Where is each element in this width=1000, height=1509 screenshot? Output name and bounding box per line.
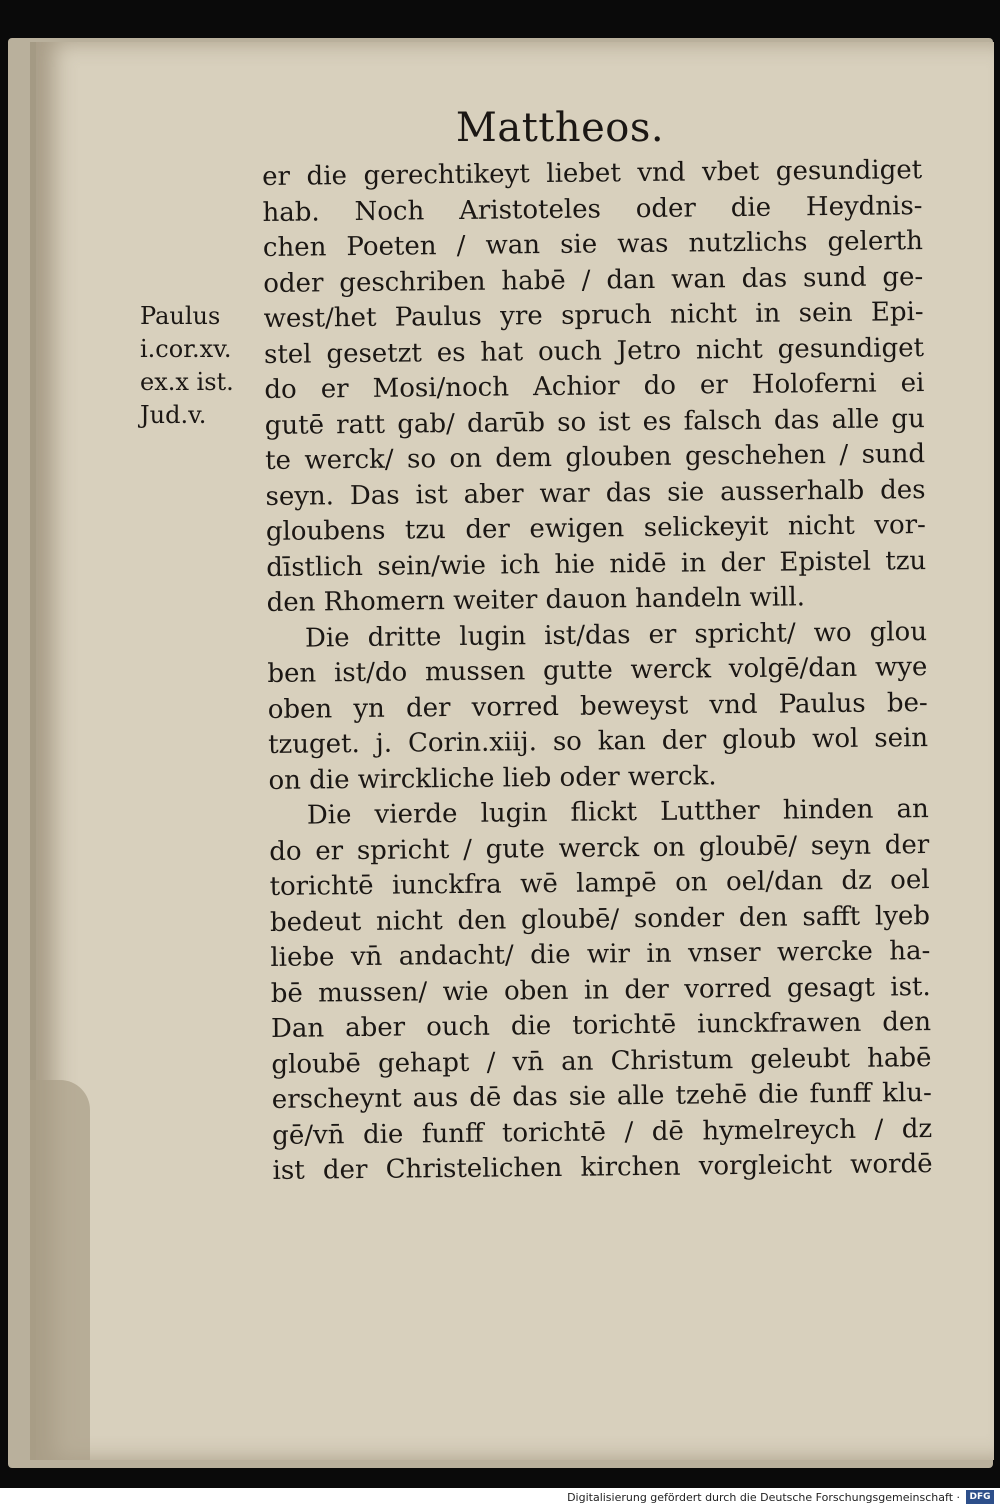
- text-line: do er Mosi/noch Achior do er Holoferni ei: [264, 368, 925, 405]
- body-text: [262, 153, 933, 1189]
- text-line: stel gesetzt es hat ouch Jetro nicht gesundiget: [263, 332, 925, 370]
- text-line: bedeut nicht den gloubē/ sonder den safft lyeb: [269, 900, 931, 938]
- text-line: erscheynt aus dē das sie alle tzehē die funff klu-: [271, 1078, 932, 1115]
- text-line: seyn. Das ist aber war das sie ausserhalb des: [265, 474, 926, 512]
- text-line: gutē ratt gab/ darūb so ist es falsch das alle gu: [264, 403, 925, 441]
- margin-note: ex.x ist.: [140, 368, 234, 396]
- dfg-logo-icon: DFG: [966, 1490, 994, 1504]
- text-line: oder geschriben habē / dan wan das sund ge-: [263, 261, 924, 299]
- text-line: on die wirckliche lieb oder werck.: [268, 760, 717, 796]
- text-line: gē/vn̄ die funff torichtē / dē hymelreych / dz: [272, 1113, 933, 1151]
- text-line: ist der Christelichen kirchen vorgleicht wordē: [272, 1149, 933, 1186]
- margin-notes: [140, 300, 260, 432]
- text-line: do er spricht / gute werck on gloubē/ seyn der: [269, 829, 930, 867]
- running-title-text: Mattheos.: [455, 105, 665, 151]
- text-line: ben ist/do mussen gutte werck volgē/dan wye: [267, 652, 928, 689]
- text-line: te werck/ so on dem glouben geschehen / sund: [264, 439, 926, 476]
- text-line: bē mussen/ wie oben in der vorred gesagt ist.: [270, 971, 931, 1009]
- text-line: Dan aber ouch die torichtē iunckfrawen den: [270, 1007, 932, 1044]
- text-line: tzuget. j. Corin.xiij. so kan der gloub wol sein: [267, 723, 929, 760]
- page-stain: [30, 1080, 90, 1460]
- text-line: den Rhomern weiter dauon handeln will.: [266, 582, 806, 618]
- margin-note: Paulus: [140, 302, 221, 330]
- digitization-credit: Digitalisierung gefördert durch die Deutsche Forschungsgemeinschaft ·: [567, 1491, 960, 1504]
- text-line: gloubens tzu der ewigen selickeyit nicht vor-: [265, 510, 927, 547]
- running-title: [0, 105, 1000, 151]
- margin-note: Jud.v.: [140, 401, 207, 429]
- text-line: gloubē gehapt / vn̄ an Christum geleubt habē: [271, 1042, 932, 1080]
- text-line: liebe vn̄ andacht/ die wir in vnser wercke ha-: [270, 936, 931, 973]
- text-line: torichtē iunckfra wē lampē on oel/dan dz oel: [269, 865, 930, 902]
- text-line: Die vierde lugin flickt Lutther hinden an: [306, 794, 929, 831]
- margin-note: i.cor.xv.: [140, 335, 232, 363]
- text-line: chen Poeten / wan sie was nutzlichs gelerth: [262, 226, 924, 263]
- text-line: oben yn der vorred beweyst vnd Paulus be-: [267, 687, 928, 725]
- text-line: er die gerechtikeyt liebet vnd vbet gesundiget: [262, 155, 923, 192]
- text-line: dīstlich sein/wie ich hie nidē in der Epistel tzu: [266, 545, 927, 583]
- text-line: Die dritte lugin ist/das er spricht/ wo glou: [304, 616, 928, 654]
- text-line: hab. Noch Aristoteles oder die Heydnis-: [262, 190, 923, 228]
- text-line: west/het Paulus yre spruch nicht in sein Epi-: [263, 297, 924, 334]
